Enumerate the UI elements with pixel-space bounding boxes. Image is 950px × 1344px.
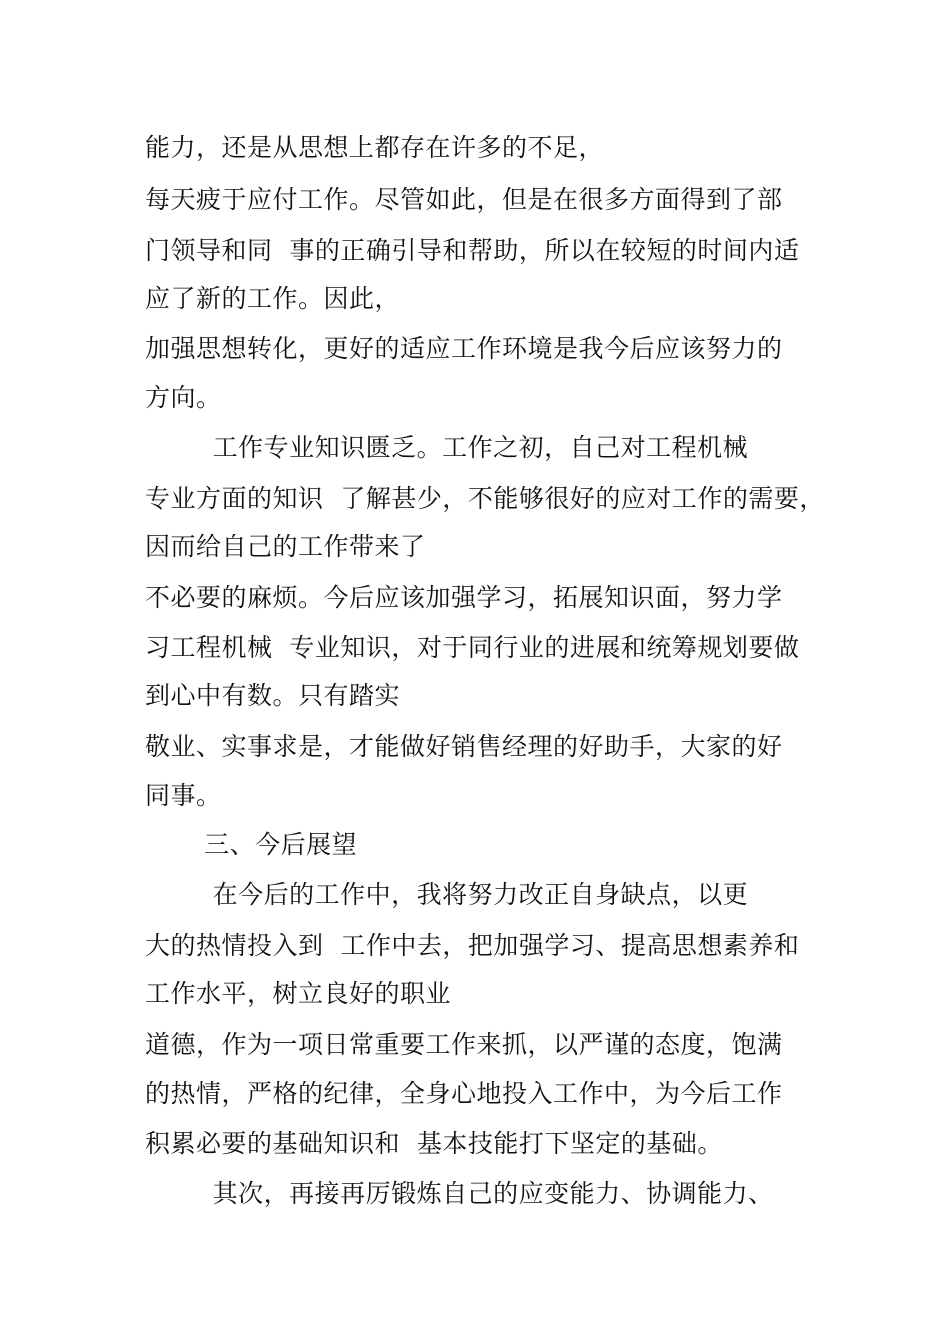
text-line: 加强思想转化，更好的适应工作环境是我今后应该努力的 <box>145 334 783 363</box>
text-line: 能力，还是从思想上都存在许多的不足， <box>145 133 605 162</box>
text-line: 习工程机械 专业知识，对于同行业的进展和统筹规划要做 <box>145 633 800 662</box>
text-line: 同事。 <box>145 781 222 810</box>
text-line: 应了新的工作。因此， <box>145 284 401 313</box>
text-line: 专业方面的知识 了解甚少，不能够很好的应对工作的需要， <box>145 484 825 513</box>
text-line: 在今后的工作中，我将努力改正自身缺点，以更 <box>145 880 749 909</box>
text-line: 每天疲于应付工作。尽管如此，但是在很多方面得到了部 <box>145 185 783 214</box>
text-line: 因而给自己的工作带来了 <box>145 532 426 561</box>
text-line: 道德，作为一项日常重要工作来抓，以严谨的态度，饱满 <box>145 1030 783 1059</box>
text-line: 的热情，严格的纪律，全身心地投入工作中，为今后工作 <box>145 1079 783 1108</box>
text-line: 门领导和同 事的正确引导和帮助，所以在较短的时间内适 <box>145 236 800 265</box>
text-line: 工作专业知识匮乏。工作之初，自己对工程机械 <box>145 433 749 462</box>
text-line: 其次，再接再厉锻炼自己的应变能力、协调能力、 <box>145 1179 774 1208</box>
text-line: 方向。 <box>145 383 222 412</box>
section-heading: 三、今后展望 <box>145 830 358 859</box>
text-line: 敬业、实事求是，才能做好销售经理的好助手，大家的好 <box>145 732 783 761</box>
text-line: 积累必要的基础知识和 基本技能打下坚定的基础。 <box>145 1129 723 1158</box>
text-line: 工作水平，树立良好的职业 <box>145 979 452 1008</box>
text-line: 大的热情投入到 工作中去，把加强学习、提高思想素养和 <box>145 931 800 960</box>
text-line: 到心中有数。只有踏实 <box>145 681 401 710</box>
text-line: 不必要的麻烦。今后应该加强学习，拓展知识面，努力学 <box>145 583 783 612</box>
